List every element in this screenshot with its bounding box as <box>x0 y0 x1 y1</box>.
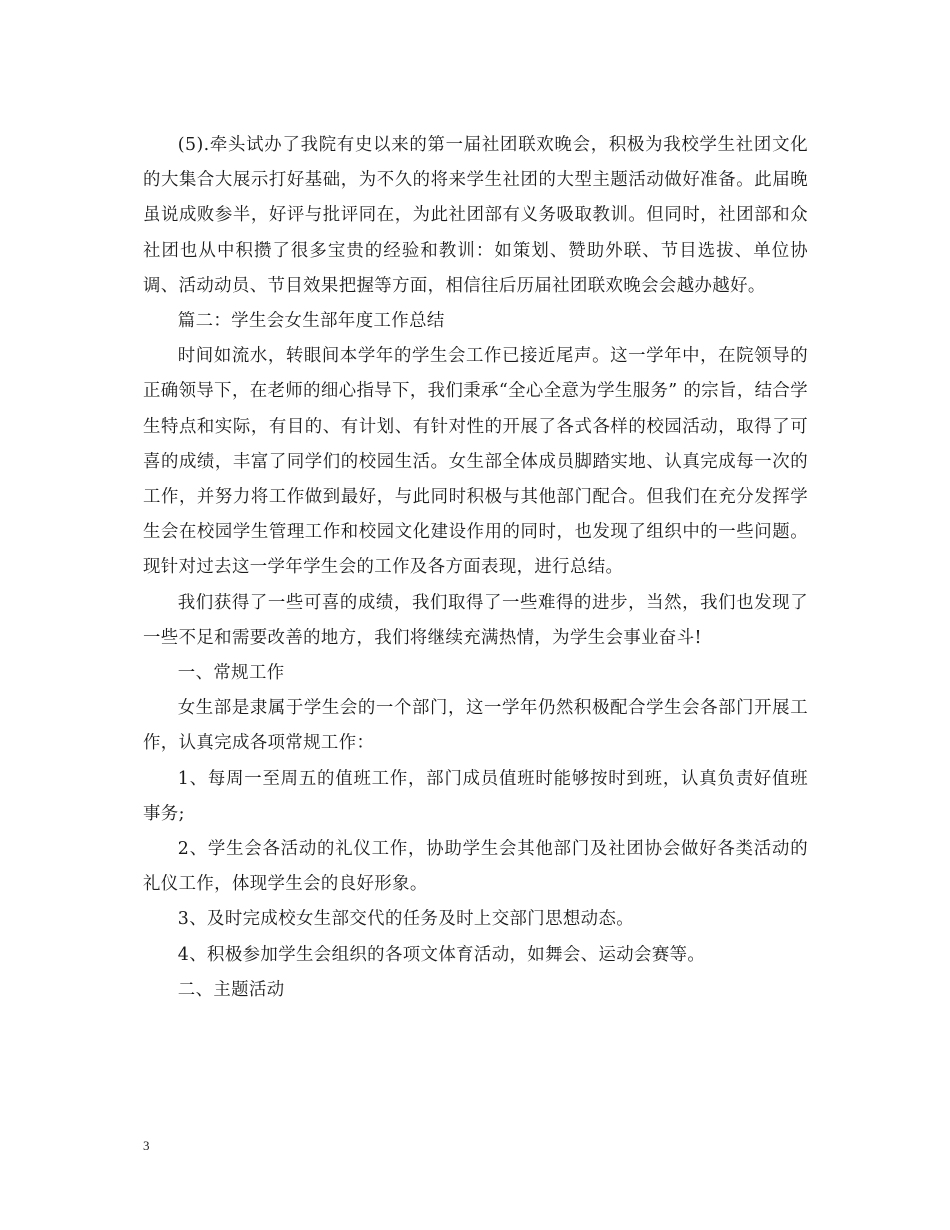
paragraph-achievements: 我们获得了一些可喜的成绩，我们取得了一些难得的进步，当然，我们也发现了一些不足和需要改善的地方，我们将继续充满热情，为学生会事业奋斗! <box>143 592 808 648</box>
section-heading-part-two: 篇二：学生会女生部年度工作总结 <box>177 311 445 332</box>
paragraph-routine-intro: 女生部是隶属于学生会的一个部门，这一学年仍然积极配合学生会各部门开展工作，认真完成各项常规工作： <box>143 698 808 754</box>
list-item-tasks: 3、及时完成校女生部交代的任务及时上交部门思想动态。 <box>177 909 635 930</box>
heading-theme-activities: 二、主题活动 <box>177 979 285 1000</box>
list-item-etiquette: 2、学生会各活动的礼仪工作，协助学生会其他部门及社团协会做好各类活动的礼仪工作，体现学生会的良好形象。 <box>143 839 808 895</box>
heading-routine-work: 一、常规工作 <box>177 663 285 684</box>
list-item-activities: 4、积极参加学生会组织的各项文体育活动，如舞会、运动会赛等。 <box>177 944 706 965</box>
paragraph-intro: 时间如流水，转眼间本学年的学生会工作已接近尾声。这一学年中，在院领导的正确领导下，在老师的细心指导下，我们秉承“全心全意为学生服务” 的宗旨，结合学生特点和实际，有目的、有计划、有针对性的开展了各式各样的校园活动，取得了可喜的成绩，丰富了同学们的校园生活。女生部全体成员脚踏实地、认真完成每一次的工作，并努力将工作做到最好，与此同时积极与其他部门配合。但我们在充分发挥学生会在校园学生管理工作和校园文化建设作用的同时，也发现了组织中的一些问题。现针对过去这一学年学生会的工作及各方面表现，进行总结。 <box>143 346 808 578</box>
document-body <box>143 128 808 1008</box>
list-item-duty: 1、每周一至周五的值班工作，部门成员值班时能够按时到班，认真负责好值班事务; <box>143 768 808 824</box>
page-number: 3 <box>143 1138 150 1153</box>
paragraph-club-gala: (5).牵头试办了我院有史以来的第一届社团联欢晚会，积极为我校学生社团文化的大集合大展示打好基础，为不久的将来学生社团的大型主题活动做好准备。此届晚虽说成败参半，好评与批评同在，为此社团部有义务吸取教训。但同时，社团部和众社团也从中积攒了很多宝贵的经验和教训：如策划、赞助外联、节目选拔、单位协调、活动动员、节目效果把握等方面，相信往后历届社团联欢晚会会越办越好。 <box>143 135 808 296</box>
